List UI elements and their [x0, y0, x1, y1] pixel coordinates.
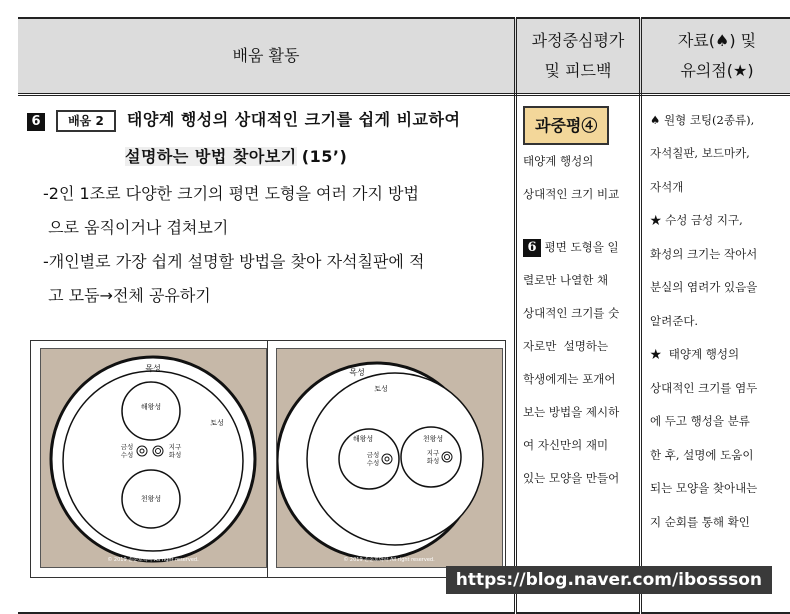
label-neptune: 해왕성	[141, 402, 161, 411]
lesson-table	[18, 17, 790, 614]
label-jupiter: 목성	[145, 363, 160, 373]
eval-line: 있는 모양을 만들어	[523, 462, 639, 495]
label-mars: 화성	[427, 456, 440, 465]
bullet-line: -2인 1조로 다양한 크기의 평면 도형을 여러 가지 방법	[43, 177, 513, 211]
eval-line: 평면 도형을 일	[545, 240, 619, 254]
evaluation-badge: 과중평④	[523, 106, 609, 145]
header-activity: 배움 활동	[18, 18, 516, 94]
mars-circle	[445, 454, 450, 459]
material-line: ★ 태양계 행성의	[650, 338, 790, 372]
material-line: 자석칠판, 보드마카,	[650, 137, 790, 171]
planet-diagram-left	[41, 349, 266, 567]
bullet-line: 으로 움직이거나 겹쳐보기	[43, 211, 513, 245]
copyright-right: © 2019 손준호박사 All right reserved.	[343, 556, 435, 563]
activity-badge: 배움 2	[56, 110, 116, 132]
neptune-circle	[122, 382, 180, 440]
mercury-circle	[140, 449, 144, 453]
material-line: 자석개	[650, 171, 790, 205]
eval-line: 보는 방법을 제시하	[523, 396, 639, 429]
label-mercury: 수성	[367, 458, 380, 467]
evaluation-number: 6	[523, 239, 541, 257]
material-line: 알려준다.	[650, 305, 790, 339]
mercury-circle	[385, 457, 389, 461]
planet-diagram-right	[277, 349, 502, 567]
material-line: 지 순회를 통해 확인	[650, 506, 790, 540]
label-uranus: 천왕성	[141, 494, 161, 503]
eval-line: 렬로만 나열한 채	[523, 264, 639, 297]
label-earth: 지구	[427, 448, 440, 457]
label-saturn: 토성	[374, 384, 388, 393]
material-line: 분실의 염려가 있음을	[650, 271, 790, 305]
material-line: ♠ 원형 코팅(2종류),	[650, 104, 790, 138]
eval-line: 상대적인 크기 비교	[523, 178, 639, 211]
label-venus: 금성	[121, 442, 134, 451]
activity-title-line1: 태양계 행성의 상대적인 크기를 쉽게 비교하여	[127, 110, 461, 129]
activity-cell	[18, 94, 516, 613]
label-earth: 지구	[169, 442, 182, 451]
activity-title-line2: 설명하는 방법 찾아보기	[125, 147, 297, 166]
bullet-line: -개인별로 가장 쉽게 설명할 방법을 찾아 자석칠판에 적	[43, 245, 513, 279]
label-jupiter: 목성	[349, 367, 364, 377]
material-line: 상대적인 크기를 염두	[650, 372, 790, 406]
material-line: ★ 수성 금성 지구,	[650, 204, 790, 238]
eval-line: 태양계 행성의	[523, 145, 639, 178]
photo-left	[40, 348, 267, 568]
material-line: 되는 모양을 찾아내는	[650, 472, 790, 506]
label-saturn: 토성	[210, 418, 224, 427]
label-mars: 화성	[169, 450, 182, 459]
header-evaluation: 과정중심평가 및 피드백	[516, 18, 641, 94]
activity-time: (15’)	[302, 147, 347, 166]
label-venus: 금성	[367, 450, 380, 459]
copyright-left: © 2019 손준호박사 All right reserved.	[107, 556, 199, 563]
eval-line: 자로만 설명하는	[523, 330, 639, 363]
blog-watermark: https://blog.naver.com/ibossson	[446, 566, 772, 594]
photo-right	[276, 348, 503, 568]
table-body-row	[18, 94, 790, 613]
bullet-line: 고 모둠→전체 공유하기	[43, 279, 513, 313]
eval-line: 여 자신만의 재미	[523, 429, 639, 462]
material-line: 화성의 크기는 작아서	[650, 238, 790, 272]
label-uranus: 천왕성	[423, 434, 443, 443]
activity-bullets	[19, 167, 513, 313]
activity-number: 6	[27, 113, 45, 131]
materials-cell	[641, 94, 790, 613]
activity-title-block	[19, 97, 513, 132]
material-line: 에 두고 행성을 분류	[650, 405, 790, 439]
header-materials: 자료(♠) 및 유의점(★)	[641, 18, 790, 94]
label-neptune: 해왕성	[353, 434, 373, 443]
label-mercury: 수성	[121, 450, 134, 459]
evaluation-cell	[516, 94, 641, 613]
eval-line: 학생에게는 포개어	[523, 363, 639, 396]
material-line: 한 후, 설명에 도움이	[650, 439, 790, 473]
table-header-row	[18, 18, 790, 94]
mars-circle	[156, 448, 161, 453]
eval-line: 상대적인 크기를 숫	[523, 297, 639, 330]
